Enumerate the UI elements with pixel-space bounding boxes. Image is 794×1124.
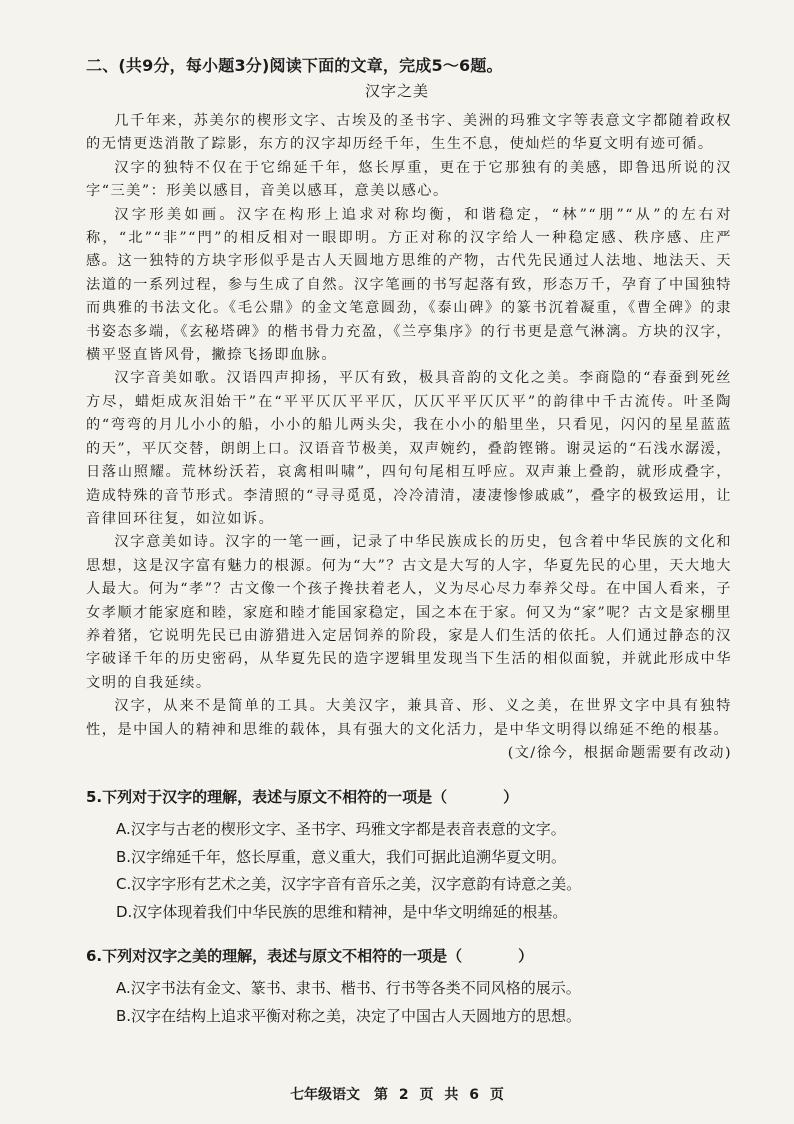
stem-text: 的一项是（ [372, 788, 448, 806]
option-a[interactable]: A.汉字书法有金文、篆书、隶书、楷书、行书等各类不同风格的展示。 [116, 979, 581, 997]
article-paragraph: 汉字意美如诗。汉字的一笔一画，记录了中华民族成长的历史，包含着中华民族的文化和思想，这是汉字富有魅力的根源。何为“大”？古文是大写的人字，华夏先民的心里，天大地大人最大。何为“孝”？古文像一个孩子搀扶着老人，义为尽心尽力奉养父母。在中国人看来，子女孝顺才能家庭和睦，家庭和睦才能国家稳定，国之本在于家。何又为“家”呢？古文是家棚里养着猪，它说明先民已由游猎进入定居饲养的阶段，家是人们生活的依托。人们通过静态的汉字破译千年的历史密码，从华夏先民的造字逻辑里发现当下生活的相似面貌，并就此形成中华文明的自我延续。 [86, 534, 732, 691]
stem-text: ） [503, 788, 519, 806]
option-b[interactable]: B.汉字绵延千年，悠长厚重，意义重大，我们可据此追溯华夏文明。 [116, 847, 567, 866]
article-paragraph: 汉字音美如歌。汉语四声抑扬，平仄有致，极具音韵的文化之美。李商隐的“春蚕到死丝方尽，蜡炬成灰泪始干”在“平平仄仄平平仄，仄仄平平仄仄平”的韵律中千古流传。叶圣陶的“弯弯的月儿小小的船，小小的船儿两头尖，我在小小的船里坐，只看见，闪闪的星星蓝蓝的天”，平仄交替，朗朗上口。汉语音节极美，双声婉约，叠韵铿锵。谢灵运的“石浅水潺湲，日落山照耀。荒林纷沃若，哀禽相叫啸”，四句句尾相互呼应。双声兼上叠韵，就形成叠字，造成特殊的音节形式。李清照的“寻寻觅觅，冷冷清清，凄凄惨惨戚戚”，叠字的极致运用，让音律回环往复，如泣如诉。 [86, 370, 732, 527]
stem-text: 5.下列对于汉字的理解，表述与原文 [86, 788, 328, 806]
option-b[interactable]: B.汉字在结构上追求平衡对称之美，决定了中国古人天圆地方的思想。 [116, 1006, 582, 1025]
emphasized-text: 不相符 [342, 947, 388, 965]
question-stem [86, 786, 746, 808]
stem-text: ） [518, 947, 534, 965]
stem-text: 6.下列对汉字之美的理解，表述与原文 [86, 947, 343, 965]
option-c[interactable]: C.汉字字形有艺术之美，汉字字音有音乐之美，汉字意韵有诗意之美。 [116, 875, 582, 893]
stem-text: 的一项是（ [387, 947, 463, 965]
question-stem [86, 945, 746, 967]
question-5 [86, 786, 746, 926]
emphasized-text: 不相符 [327, 788, 373, 806]
article-paragraph: 汉字的独特不仅在于它绵延千年，悠长厚重，更在于它那独有的美感，即鲁迅所说的汉字“三美”：形美以感目，音美以感耳，意美以感心。 [86, 159, 732, 200]
article-paragraph: 几千年来，苏美尔的楔形文字、古埃及的圣书字、美洲的玛雅文字等表意文字都随着政权的无情更迭消散了踪影，东方的汉字却历经千年，生生不息，使灿烂的华夏文明有迹可循。 [86, 113, 732, 153]
page-footer: 七年级语文 第 2 页 共 6 页 [290, 1087, 504, 1103]
section-heading: 二、(共9分，每小题3分)阅读下面的文章，完成5～6题。 [86, 56, 503, 75]
article-paragraph: 汉字，从来不是简单的工具。大美汉字，兼具音、形、义之美，在世界文字中具有独特性，是中国人的精神和思维的载体，具有强大的文化活力，是中华文明得以绵延不绝的根基。 [86, 698, 732, 738]
article-source: (文/徐今，根据命题需要有改动) [507, 744, 732, 761]
option-a[interactable]: A.汉字与古老的楔形文字、圣书字、玛雅文字都是表音表意的文字。 [116, 820, 566, 838]
option-list [86, 816, 746, 926]
article-title: 汉字之美 [364, 82, 429, 100]
article-paragraph: 汉字形美如画。汉字在构形上追求对称均衡，和谐稳定，“林”“朋”“从”的左右对称，“北”“非”“門”的相反相对一眼即明。方正对称的汉字给人一种稳定感、秩序感、庄严感。这一独特的方块字形似乎是古人天圆地方思维的产物，古代先民通过人法地、地法天、天法道的一系列过程，参与生成了自然。汉字笔画的书写起落有致，形态万千，孕育了中国独特而典雅的书法文化。《毛公鼎》的金文笔意圆劲，《泰山碑》的篆书沉着凝重，《曹全碑》的隶书姿态多端，《玄秘塔碑》的楷书骨力充盈，《兰亭集序》的行书更是意气淋漓。方块的汉字，横平竖直皆风骨，撇捺飞扬即血脉。 [86, 206, 732, 364]
question-6 [86, 945, 746, 1030]
option-list [86, 975, 746, 1030]
option-d[interactable]: D.汉字体现着我们中华民族的思维和精神，是中华文明绵延的根基。 [116, 902, 568, 921]
article-body [86, 110, 732, 765]
